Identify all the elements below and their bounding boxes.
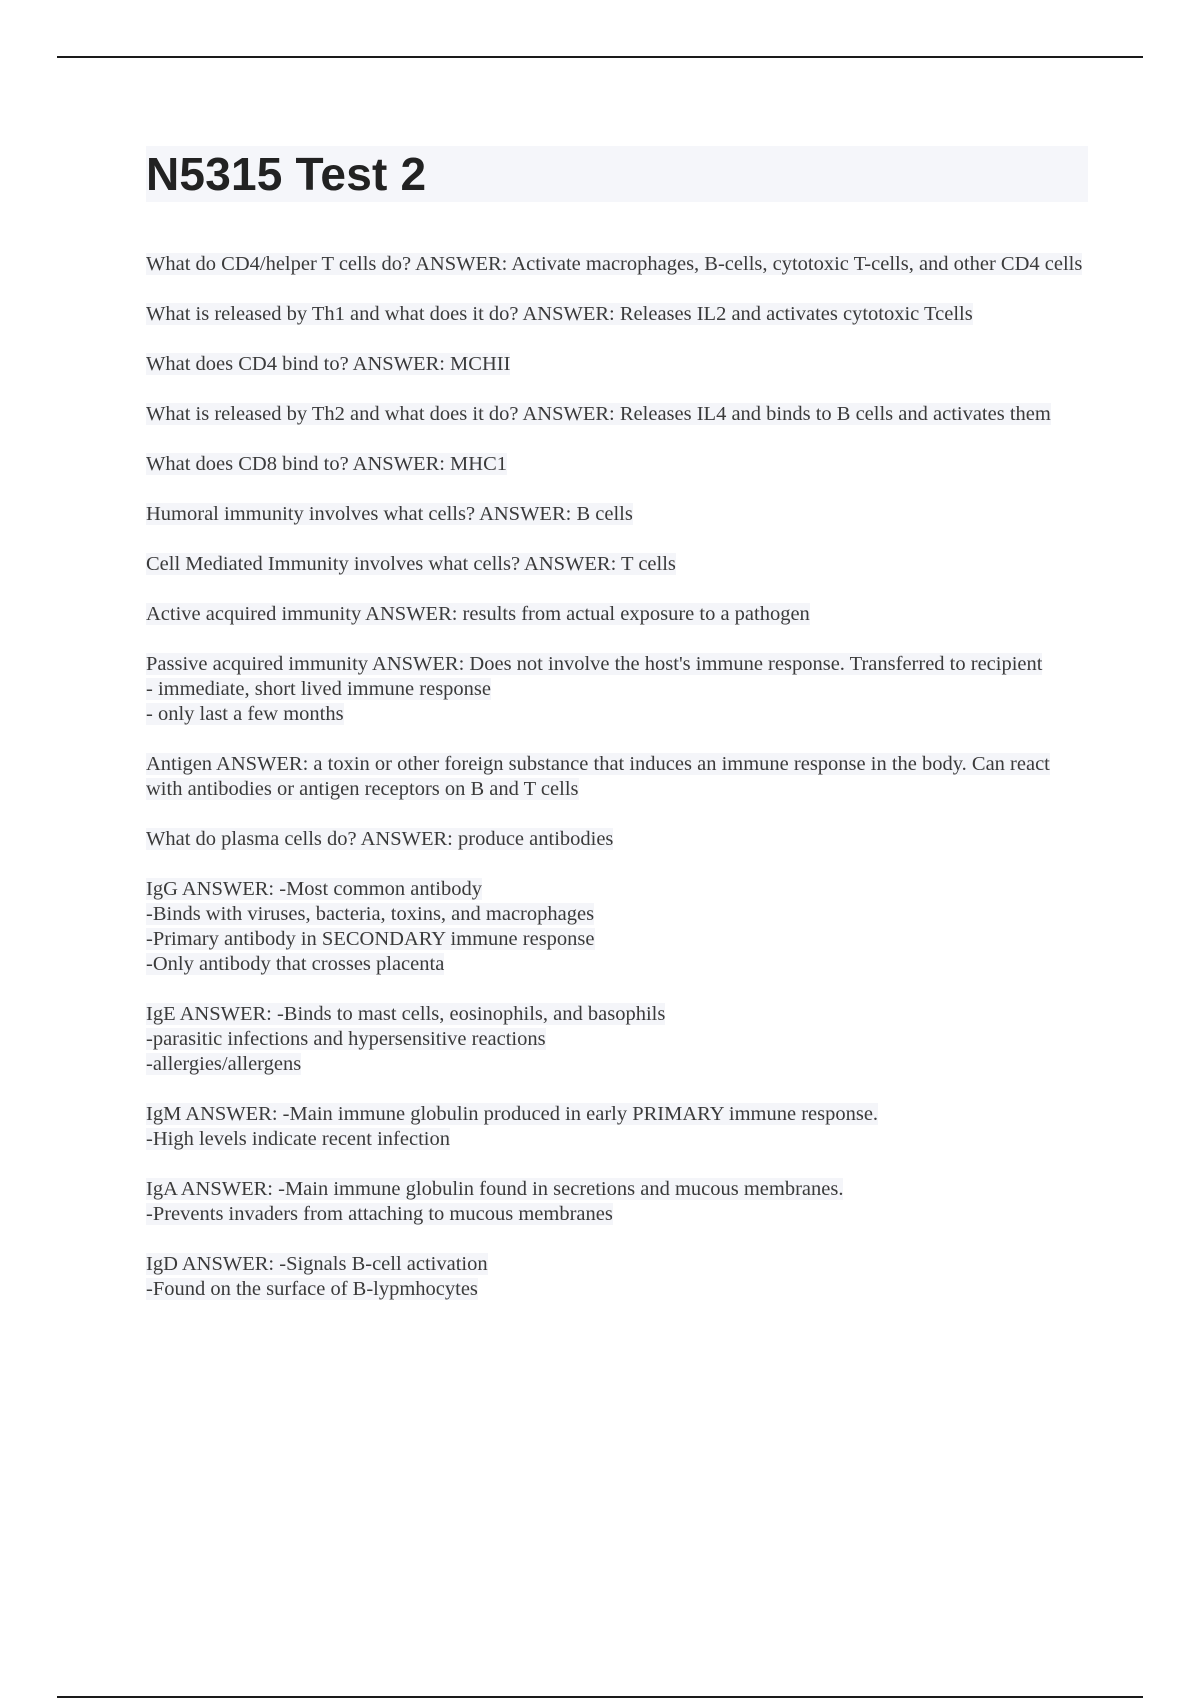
qa-text: IgE ANSWER: -Binds to mast cells, eosinophils, and basophils -parasitic infections and hypersensitive reactions -allergies/allergens [146,1003,666,1075]
qa-text: Antigen ANSWER: a toxin or other foreign substance that induces an immune response in the body. Can react with antibodies or antigen receptors on B and T cells [146,753,1050,800]
qa-item [146,552,1086,577]
qa-text: What is released by Th2 and what does it do? ANSWER: Releases IL4 and binds to B cells and activates them [146,403,1051,425]
qa-item [146,252,1086,277]
qa-text: What does CD4 bind to? ANSWER: MCHII [146,353,511,375]
qa-text: IgD ANSWER: -Signals B-cell activation -Found on the surface of B-lypmhocytes [146,1253,488,1300]
qa-item [146,402,1086,427]
qa-text: What is released by Th1 and what does it do? ANSWER: Releases IL2 and activates cytotoxic Tcells [146,303,973,325]
qa-item [146,1252,1086,1302]
qa-item [146,352,1086,377]
qa-text: What do plasma cells do? ANSWER: produce antibodies [146,828,614,850]
qa-text: IgA ANSWER: -Main immune globulin found in secretions and mucous membranes. -Prevents invaders from attaching to mucous membranes [146,1178,844,1225]
qa-item [146,752,1086,802]
qa-item [146,502,1086,527]
bottom-rule [57,1696,1143,1698]
qa-text: IgM ANSWER: -Main immune globulin produced in early PRIMARY immune response. -High levels indicate recent infection [146,1103,879,1150]
qa-text: What does CD8 bind to? ANSWER: MHC1 [146,453,508,475]
qa-item [146,877,1086,977]
qa-list [146,252,1086,1327]
qa-item [146,302,1086,327]
qa-item [146,652,1086,727]
qa-text: Passive acquired immunity ANSWER: Does not involve the host's immune response. Transferred to recipient - immediate, short lived immune response - only last a few months [146,653,1043,725]
qa-text: What do CD4/helper T cells do? ANSWER: Activate macrophages, B-cells, cytotoxic T-cells, and other CD4 cells [146,253,1083,275]
qa-item [146,1177,1086,1227]
qa-text: IgG ANSWER: -Most common antibody -Binds with viruses, bacteria, toxins, and macrophages -Primary antibody in SECONDARY immune response -Only antibody that crosses placenta [146,878,595,975]
qa-item [146,452,1086,477]
top-rule [57,56,1143,58]
qa-text: Humoral immunity involves what cells? ANSWER: B cells [146,503,633,525]
qa-item [146,1002,1086,1077]
qa-item [146,827,1086,852]
document-title: N5315 Test 2 [146,148,427,200]
qa-text: Active acquired immunity ANSWER: results from actual exposure to a pathogen [146,603,810,625]
qa-item [146,1102,1086,1152]
qa-text: Cell Mediated Immunity involves what cells? ANSWER: T cells [146,553,676,575]
qa-item [146,602,1086,627]
